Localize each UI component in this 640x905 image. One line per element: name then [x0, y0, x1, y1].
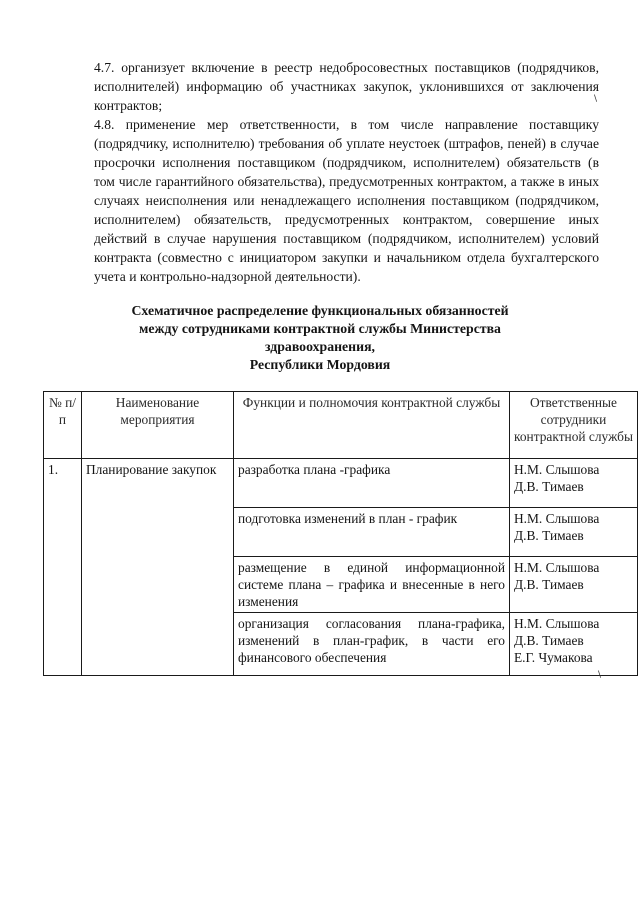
responsible-person: Д.В. Тимаев	[514, 479, 584, 494]
function-cell: размещение в единой информационной системе плана – графика и внесенные в него изменения	[234, 557, 510, 613]
header-name: Наименование мероприятия	[82, 392, 234, 459]
paragraph-4-7: 4.7. организует включение в реестр недобросовестных поставщиков (подрядчиков, исполнителей) информацию об участниках закупок, уклонившихся от заключения контрактов;	[94, 60, 599, 113]
responsible-person: Н.М. Слышова	[514, 462, 600, 477]
header-responsible: Ответственные сотрудники контрактной службы	[510, 392, 638, 459]
responsible-cell	[510, 557, 638, 613]
responsible-cell	[510, 508, 638, 557]
paragraph-4-8: 4.8. применение мер ответственности, в том числе направление поставщику (подрядчику, исполнителю) требования об уплате неустоек (штрафов, пеней) в случае просрочки исполнения поставщиком (подрядчиком, исполнителем) обязательств (в том числе гарантийного обязательства), предусмотренных контрактом, а также в иных случаях неисполнения или ненадлежащего исполнения поставщиком (подрядчиком, исполнителем) обязательств, предусмотренных контрактом, совершение иных действий в случае нарушения поставщиком (подрядчиком, исполнителем) условий контракта (совместно с инициатором закупки и начальником отдела бухгалтерского учета и контрольно-надзорной деятельности).	[94, 117, 599, 284]
section-heading	[110, 302, 530, 374]
responsible-person: Д.В. Тимаев	[514, 528, 584, 543]
heading-line-2: между сотрудниками контрактной службы Министерства	[139, 321, 501, 336]
responsible-cell	[510, 459, 638, 508]
scan-mark: \	[598, 670, 602, 680]
section-number: 1.	[44, 459, 82, 676]
function-cell: разработка плана -графика	[234, 459, 510, 508]
responsible-person: Д.В. Тимаев	[514, 633, 584, 648]
scan-mark: \	[594, 94, 598, 104]
header-functions: Функции и полномочия контрактной службы	[234, 392, 510, 459]
section-name: Планирование закупок	[82, 459, 234, 676]
responsible-cell	[510, 613, 638, 676]
header-num: № п/п	[44, 392, 82, 459]
duties-table	[43, 391, 638, 676]
responsible-person: Н.М. Слышова	[514, 511, 600, 526]
table-row	[44, 459, 638, 508]
function-cell: организация согласования плана-графика, изменений в план-график, в части его финансового обеспечения	[234, 613, 510, 676]
responsible-person: Е.Г. Чумакова	[514, 650, 593, 665]
heading-line-3: здравоохранения,	[264, 339, 375, 354]
responsible-person: Н.М. Слышова	[514, 560, 600, 575]
responsible-person: Д.В. Тимаев	[514, 577, 584, 592]
function-cell: подготовка изменений в план - график	[234, 508, 510, 557]
heading-line-1: Схематичное распределение функциональных обязанностей	[131, 303, 509, 318]
table-header-row	[44, 392, 638, 459]
heading-line-4: Республики Мордовия	[249, 357, 391, 372]
responsible-person: Н.М. Слышова	[514, 616, 600, 631]
